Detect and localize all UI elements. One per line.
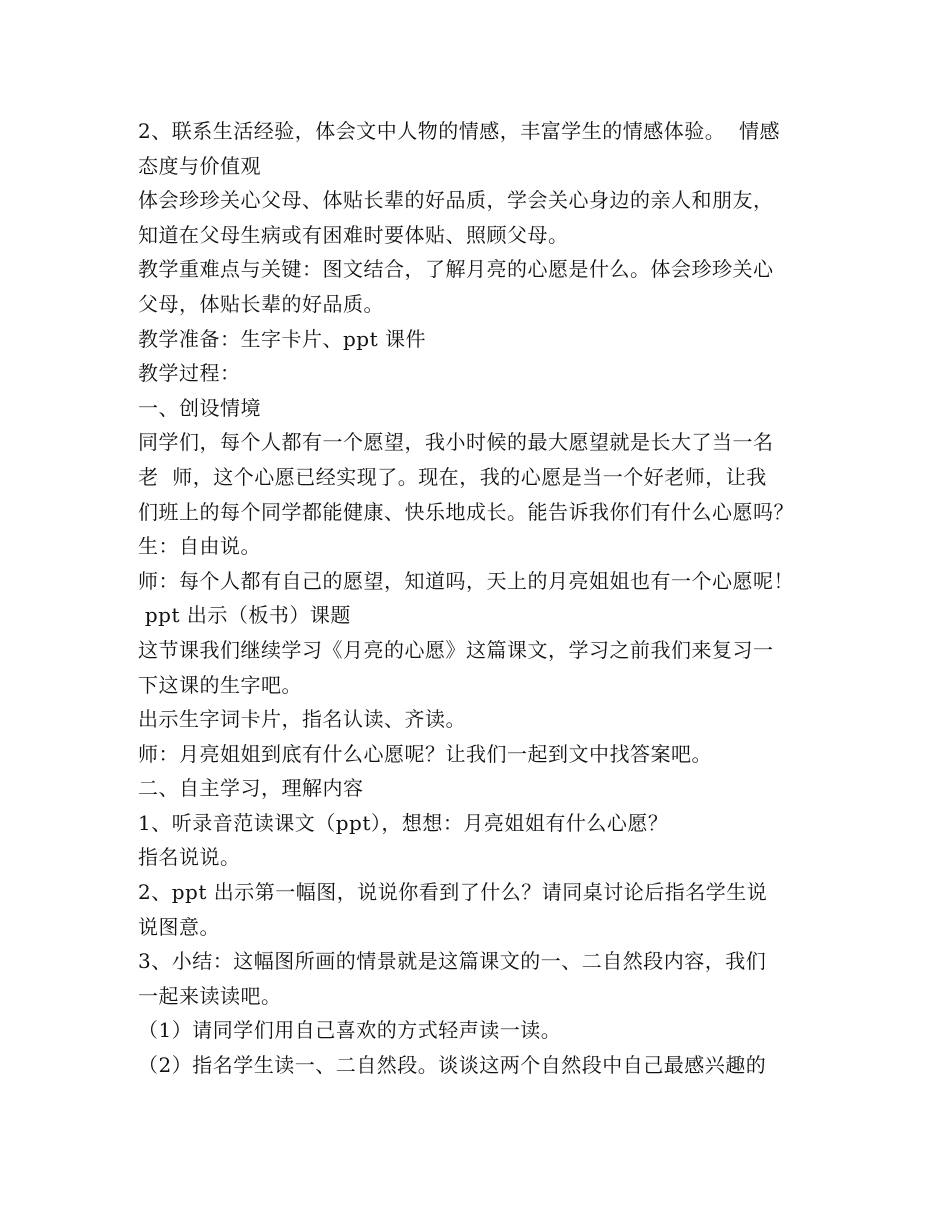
text-line: （2）指名学生读一、二自然段。谈谈这两个自然段中自己最感兴趣的	[138, 1053, 767, 1078]
text-line: 教学重难点与关键：图文结合，了解月亮的心愿是什么。体会珍珍关心	[138, 257, 774, 282]
section-heading: 一、创设情境	[138, 395, 261, 420]
text-line: 3、小结：这幅图所画的情景就是这篇课文的一、二自然段内容，我们	[138, 949, 767, 974]
text-line: 1、听录音范读课文（ppt），想想：月亮姐姐有什么心愿？	[138, 810, 669, 835]
text-line: 师：每个人都有自己的愿望，知道吗，天上的月亮姐姐也有一个心愿呢！	[138, 568, 794, 593]
text-line: ppt 出示（板书）课题	[138, 603, 351, 628]
text-line: 老 师，这个心愿已经实现了。现在，我的心愿是当一个好老师，让我	[138, 464, 767, 489]
text-line: 2、联系生活经验，体会文中人物的情感，丰富学生的情感体验。 情感	[138, 119, 780, 143]
text-line: （1）请同学们用自己喜欢的方式轻声读一读。	[138, 1018, 562, 1043]
text-line: 同学们，每个人都有一个愿望，我小时候的最大愿望就是长大了当一名	[138, 430, 774, 455]
text-line: 教学准备：生字卡片、ppt 课件	[138, 326, 426, 351]
text-line: 们班上的每个同学都能健康、快乐地成长。能告诉我你们有什么心愿吗？	[138, 499, 794, 524]
text-line: 下这课的生字吧。	[138, 672, 302, 697]
text-line: 这节课我们继续学习《月亮的心愿》这篇课文，学习之前我们来复习一	[138, 637, 774, 662]
text-line: 2、ppt 出示第一幅图，说说你看到了什么？请同桌讨论后指名学生说	[138, 880, 768, 905]
text-line: 指名说说。	[138, 845, 241, 870]
text-line: 出示生字词卡片，指名认读、齐读。	[138, 707, 466, 732]
text-line: 生：自由说。	[138, 534, 261, 559]
document-body	[138, 114, 828, 1083]
text-line: 说图意。	[138, 914, 220, 939]
text-line: 父母，体贴长辈的好品质。	[138, 291, 384, 316]
text-line: 一起来读读吧。	[138, 983, 282, 1008]
text-line: 体会珍珍关心父母、体贴长辈的好品质，学会关心身边的亲人和朋友，	[138, 188, 774, 213]
text-line: 态度与价值观	[138, 153, 261, 178]
text-line: 师：月亮姐姐到底有什么心愿呢？让我们一起到文中找答案吧。	[138, 741, 712, 766]
text-line: 教学过程：	[138, 361, 241, 386]
section-heading: 二、自主学习，理解内容	[138, 776, 364, 801]
text-line: 知道在父母生病或有困难时要体贴、照顾父母。	[138, 222, 569, 247]
